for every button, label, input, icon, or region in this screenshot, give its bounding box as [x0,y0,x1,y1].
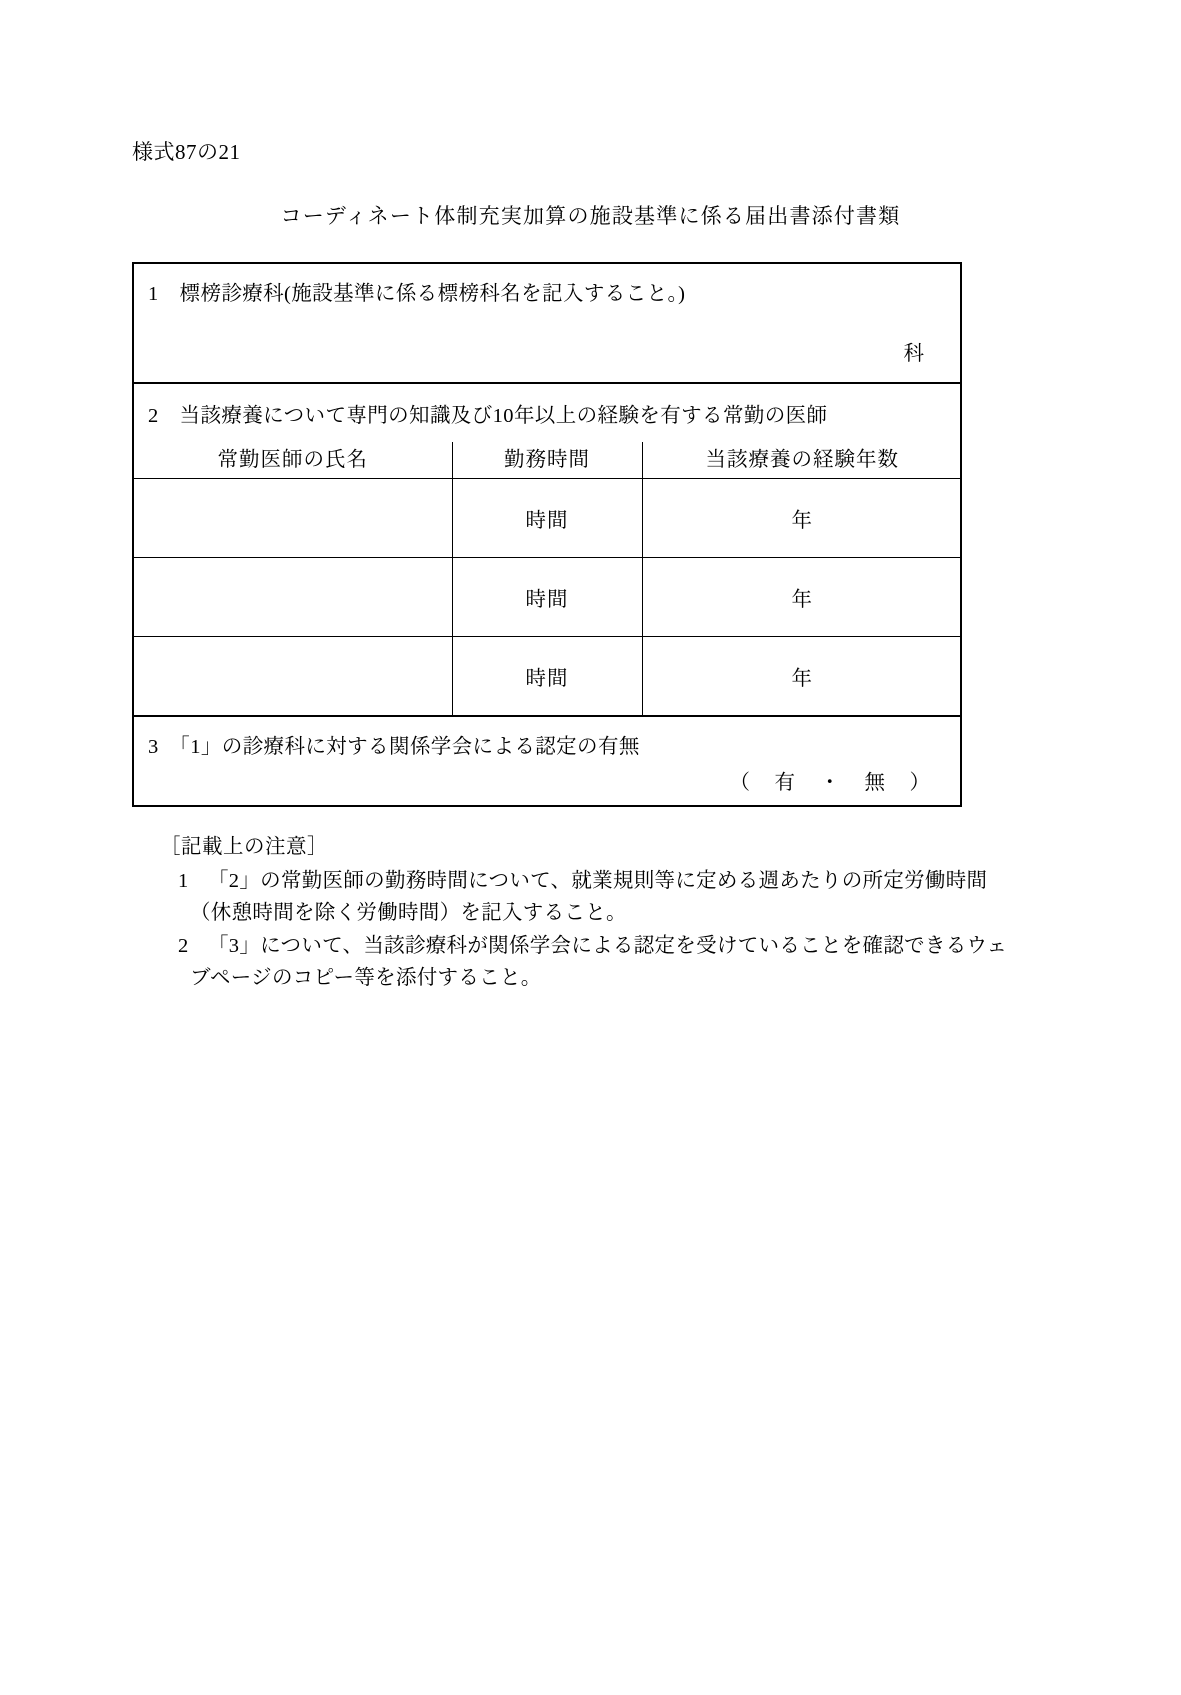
table-row [134,637,962,716]
certification-choice[interactable]: （ 有 ・ 無 ） [729,772,933,794]
cell-work-hours[interactable]: 時間 [452,558,642,637]
table-row [134,558,962,637]
section2-table-row [133,442,961,716]
column-header-name: 常勤医師の氏名 [134,442,452,479]
section3-body [134,717,960,805]
note-text-1: 「2」の常勤医師の勤務時間について、就業規則等に定める週あたりの所定労働時間 [208,869,988,892]
section2-label: 2 当該療養について専門の知識及び10年以上の経験を有する常勤の医師 [148,405,828,427]
note-number-1: 1 [178,869,189,892]
section3-cell [133,716,961,806]
section1-label: 1 標榜診療科(施設基準に係る標榜科名を記入すること。) [148,283,686,305]
notes-section [160,832,1020,995]
cell-doctor-name[interactable] [134,558,452,637]
note-number-2: 2 [178,935,189,958]
section1-row [133,263,961,383]
note-text-2-cont: ブページのコピー等を添付すること。 [190,967,542,990]
section1-cell [133,263,961,383]
column-header-years: 当該療養の経験年数 [642,442,962,479]
main-form-table [132,262,962,807]
section2-header-row [133,383,961,442]
cell-doctor-name[interactable] [134,637,452,716]
note-text-1-cont: （休憩時間を除く労働時間）を記入すること。 [190,901,627,924]
table-row [134,479,962,558]
cell-work-hours[interactable]: 時間 [452,637,642,716]
form-number: 様式87の21 [132,140,241,164]
section2-header-cell [133,383,961,442]
cell-doctor-name[interactable] [134,479,452,558]
cell-experience-years[interactable]: 年 [642,558,962,637]
cell-experience-years[interactable]: 年 [642,637,962,716]
doctor-table-header [134,442,962,479]
section3-row [133,716,961,806]
section2-header-body [134,384,960,442]
section1-body [134,264,960,382]
note-text-2: 「3」について、当該診療科が関係学会による認定を受けていることを確認できるウェ [208,935,1008,958]
section3-label: 3 「1」の診療科に対する関係学会による認定の有無 [148,736,640,758]
page-title: コーディネート体制充実加算の施設基準に係る届出書添付書類 [280,204,901,228]
section2-table-cell [133,442,961,716]
section1-unit: 科 [903,343,925,365]
cell-work-hours[interactable]: 時間 [452,479,642,558]
notes-title: ［記載上の注意］ [160,836,328,858]
cell-experience-years[interactable]: 年 [642,479,962,558]
note-item-2 [178,931,1020,963]
column-header-hours: 勤務時間 [452,442,642,479]
note-item-1 [178,866,1020,898]
doctor-table [134,442,962,715]
